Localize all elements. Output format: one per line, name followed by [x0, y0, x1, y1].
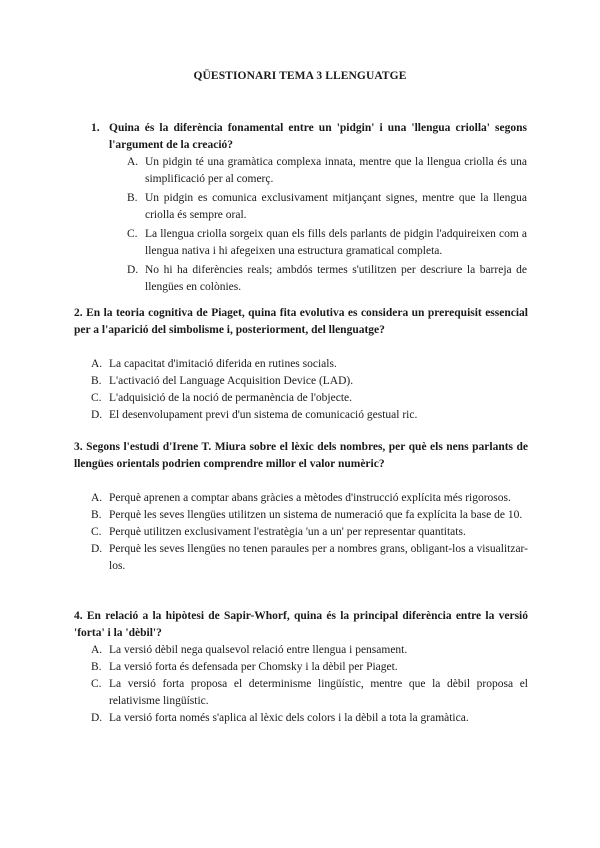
question-2-option-b	[91, 373, 528, 390]
question-1-option-b	[127, 190, 527, 224]
option-text: La llengua criolla sorgeix quan els fills dels parlants de pidgin l'adquireixen com a llengua nativa i hi afegeixen una estructura gramatical completa.	[145, 228, 527, 257]
question-2-option-a	[91, 356, 528, 373]
question-3	[74, 439, 528, 575]
question-1-stem	[91, 120, 527, 154]
question-3-options	[91, 490, 528, 575]
option-text: Perquè aprenen a comptar abans gràcies a mètodes d'instrucció explícita més rigorosos.	[109, 492, 511, 504]
question-4-option-c	[91, 676, 528, 710]
option-text: No hi ha diferències reals; ambdós termes s'utilitzen per descriure la barreja de llengües en colònies.	[145, 264, 527, 293]
option-letter: A.	[91, 644, 103, 656]
option-letter: B.	[127, 192, 138, 204]
option-letter: B.	[91, 509, 102, 521]
document-title: QÜESTIONARI TEMA 3 LLENGUATGE	[193, 70, 407, 82]
option-text: La versió forta només s'aplica al lèxic dels colors i la dèbil a tota la gramàtica.	[109, 712, 469, 724]
question-3-option-a	[91, 490, 528, 507]
question-1	[91, 120, 527, 298]
option-text: El desenvolupament previ d'un sistema de comunicació gestual ric.	[109, 409, 418, 421]
option-text: Perquè utilitzen exclusivament l'estratègia 'un a un' per representar quantitats.	[109, 526, 466, 538]
option-letter: C.	[91, 392, 102, 404]
option-text: La versió forta és defensada per Chomsky i la dèbil per Piaget.	[109, 661, 398, 673]
option-letter: C.	[127, 228, 138, 240]
option-letter: D.	[91, 543, 103, 555]
question-2	[74, 305, 528, 424]
question-4	[74, 608, 528, 727]
option-text: Un pidgin té una gramàtica complexa innata, mentre que la llengua criolla és una simplificació per al comerç.	[145, 156, 527, 185]
question-2-option-d	[91, 407, 528, 424]
question-1-options	[127, 154, 527, 296]
question-4-options	[91, 642, 528, 727]
option-text: Un pidgin es comunica exclusivament mitjançant signes, mentre que la llengua criolla és sempre oral.	[145, 192, 527, 221]
question-3-number: 3.	[74, 441, 83, 453]
option-letter: A.	[91, 492, 103, 504]
question-2-stem	[74, 305, 528, 339]
option-letter: D.	[91, 712, 103, 724]
option-letter: A.	[127, 156, 139, 168]
option-text: L'adquisició de la noció de permanència de l'objecte.	[109, 392, 352, 404]
question-1-number: 1.	[91, 122, 100, 134]
question-2-number: 2.	[74, 307, 83, 319]
option-text: Perquè les seves llengües no tenen paraules per a nombres grans, obligant-los a visualitzar-los.	[109, 543, 528, 572]
question-4-number: 4.	[74, 610, 83, 622]
option-text: Perquè les seves llengües utilitzen un sistema de numeració que fa explícita la base de 10.	[109, 509, 523, 521]
question-3-text: Segons l'estudi d'Irene T. Miura sobre el lèxic dels nombres, per què els nens parlants de llengües orientals podrien comprendre millor el valor numèric?	[74, 441, 528, 470]
question-2-text: En la teoria cognitiva de Piaget, quina fita evolutiva es considera un prerequisit essencial per a l'aparició del simbolisme i, posteriorment, del llenguatge?	[74, 307, 528, 336]
option-letter: B.	[91, 661, 102, 673]
question-4-stem	[74, 608, 528, 642]
question-4-option-b	[91, 659, 528, 676]
question-3-option-b	[91, 507, 528, 524]
option-text: La versió dèbil nega qualsevol relació entre llengua i pensament.	[109, 644, 408, 656]
option-letter: C.	[91, 678, 102, 690]
question-3-option-d	[91, 541, 528, 575]
question-1-option-a	[127, 154, 527, 188]
question-1-option-c	[127, 226, 527, 260]
option-letter: D.	[127, 264, 139, 276]
question-2-options	[91, 356, 528, 424]
option-text: L'activació del Language Acquisition Device (LAD).	[109, 375, 354, 387]
question-1-option-d	[127, 262, 527, 296]
option-text: La capacitat d'imitació diferida en rutines socials.	[109, 358, 337, 370]
question-3-option-c	[91, 524, 528, 541]
question-2-option-c	[91, 390, 528, 407]
question-4-option-d	[91, 710, 528, 727]
option-letter: D.	[91, 409, 103, 421]
option-letter: B.	[91, 375, 102, 387]
question-3-stem	[74, 439, 528, 473]
option-letter: A.	[91, 358, 103, 370]
question-4-option-a	[91, 642, 528, 659]
option-text: La versió forta proposa el determinisme lingüístic, mentre que la dèbil proposa el relativisme lingüístic.	[109, 678, 528, 707]
option-letter: C.	[91, 526, 102, 538]
question-1-text: Quina és la diferència fonamental entre un 'pidgin' i una 'llengua criolla' segons l'argument de la creació?	[109, 122, 527, 151]
question-4-text: En relació a la hipòtesi de Sapir-Whorf, quina és la principal diferència entre la versió 'forta' i la 'dèbil'?	[74, 610, 528, 639]
